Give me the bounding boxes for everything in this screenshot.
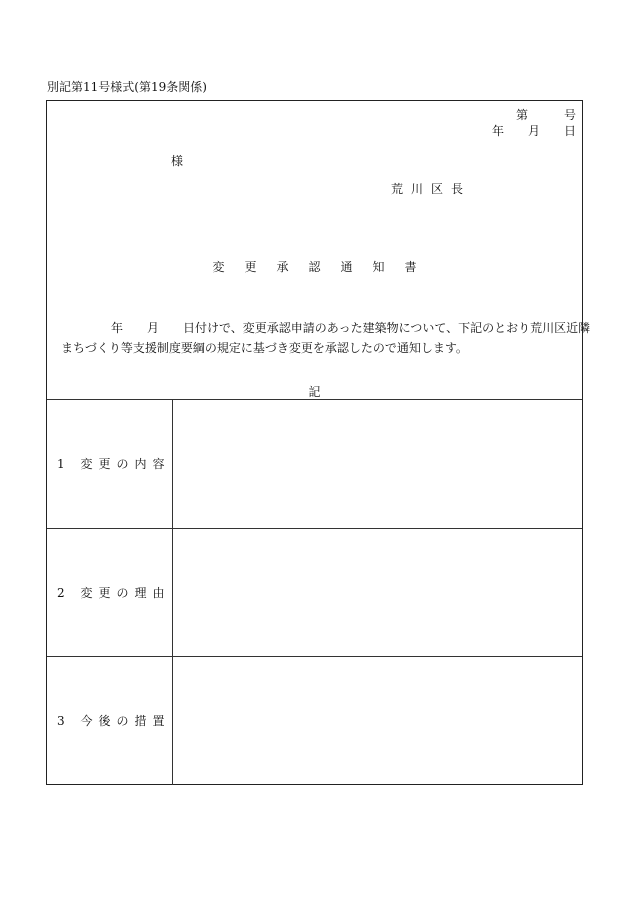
document-date: 年 月 日 <box>491 124 576 138</box>
details-table <box>47 399 582 785</box>
row-label: 2 変更の理由 <box>47 529 173 657</box>
notice-frame <box>46 100 591 785</box>
document-title: 変更承認通知書 <box>212 260 437 274</box>
notice-body-line-1: 年 月 日付けで、変更承認申請のあった建築物について、下記のとおり荒川区近隣 <box>111 321 591 335</box>
row-label: 3 今後の措置 <box>47 657 173 785</box>
row-content <box>173 529 582 657</box>
table-row <box>47 528 582 657</box>
addressee-honorific: 様 <box>171 154 184 168</box>
document-number: 第 号 <box>515 108 576 122</box>
ki-label: 記 <box>308 385 321 399</box>
row-content <box>173 400 582 528</box>
notice-body <box>61 318 591 358</box>
notice-body-line-2: まちづくり等支援制度要綱の規定に基づき変更を承認したので通知します。 <box>61 341 468 355</box>
row-content <box>173 657 582 785</box>
form-reference: 別記第11号様式(第19条関係) <box>47 80 207 94</box>
issuer-name: 荒川区長 <box>391 182 472 196</box>
table-row <box>47 399 582 528</box>
table-row <box>47 656 582 785</box>
row-label: 1 変更の内容 <box>47 400 173 528</box>
